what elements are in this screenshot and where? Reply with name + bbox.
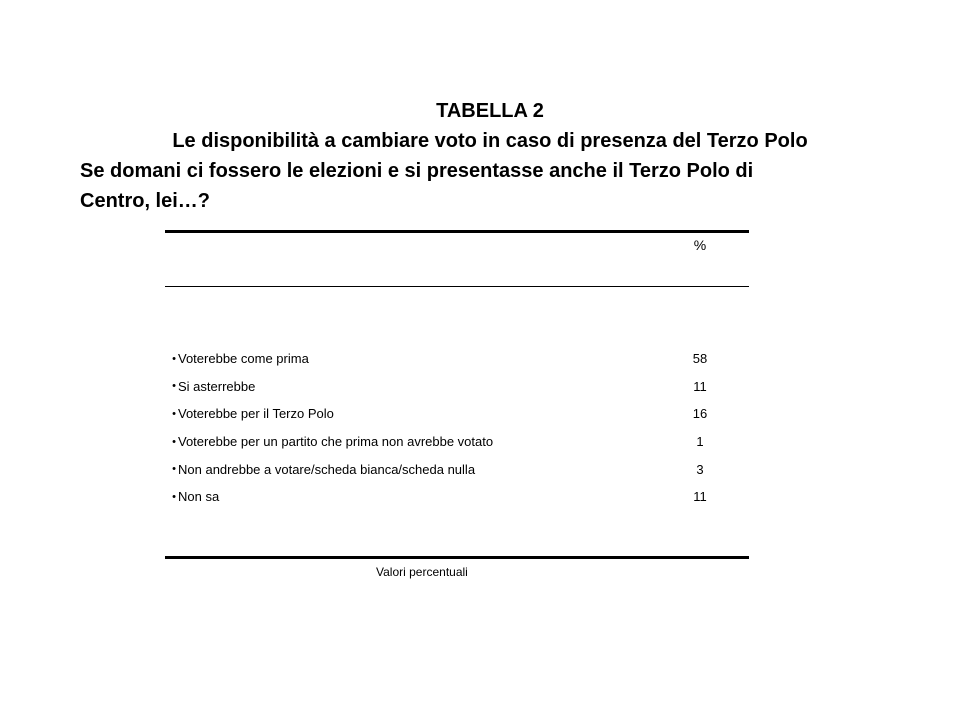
table-header-rule bbox=[165, 286, 749, 287]
table-footnote: Valori percentuali bbox=[376, 565, 468, 579]
row-label: Voterebbe come prima bbox=[178, 351, 309, 367]
row-label: Si asterrebbe bbox=[178, 378, 256, 394]
table-row bbox=[170, 483, 730, 511]
bullet-icon: • bbox=[172, 352, 176, 365]
table-bottom-rule bbox=[165, 556, 749, 559]
row-value: 11 bbox=[693, 489, 707, 505]
bullet-icon: • bbox=[172, 380, 176, 393]
bullet-icon: • bbox=[172, 407, 176, 420]
row-label: Non sa bbox=[178, 489, 220, 505]
table-row bbox=[170, 373, 730, 401]
table-row bbox=[170, 428, 730, 456]
bullet-icon: • bbox=[172, 490, 176, 503]
bullet-icon: • bbox=[172, 463, 176, 476]
bullet-icon: • bbox=[172, 435, 176, 448]
row-label: Voterebbe per il Terzo Polo bbox=[178, 406, 334, 422]
row-value: 1 bbox=[696, 434, 704, 450]
table-body bbox=[170, 345, 730, 511]
row-value: 11 bbox=[693, 378, 707, 394]
table-row bbox=[170, 345, 730, 373]
row-label: Voterebbe per un partito che prima non avrebbe votato bbox=[178, 434, 494, 450]
table-top-rule bbox=[165, 230, 749, 233]
table-title: Le disponibilità a cambiare voto in caso di presenza del Terzo Polo bbox=[172, 130, 808, 152]
percent-column-header: % bbox=[693, 237, 707, 253]
table-title-block bbox=[80, 96, 900, 216]
row-value: 58 bbox=[692, 351, 708, 367]
table-row bbox=[170, 400, 730, 428]
question-text-line-2: Centro, lei…? bbox=[80, 190, 211, 212]
row-value: 3 bbox=[696, 461, 704, 477]
table-number: TABELLA 2 bbox=[436, 100, 544, 122]
row-label: Non andrebbe a votare/scheda bianca/scheda nulla bbox=[178, 461, 476, 477]
table-row bbox=[170, 455, 730, 483]
row-value: 16 bbox=[692, 406, 708, 422]
question-text-line-1: Se domani ci fossero le elezioni e si presentasse anche il Terzo Polo di bbox=[80, 160, 754, 182]
